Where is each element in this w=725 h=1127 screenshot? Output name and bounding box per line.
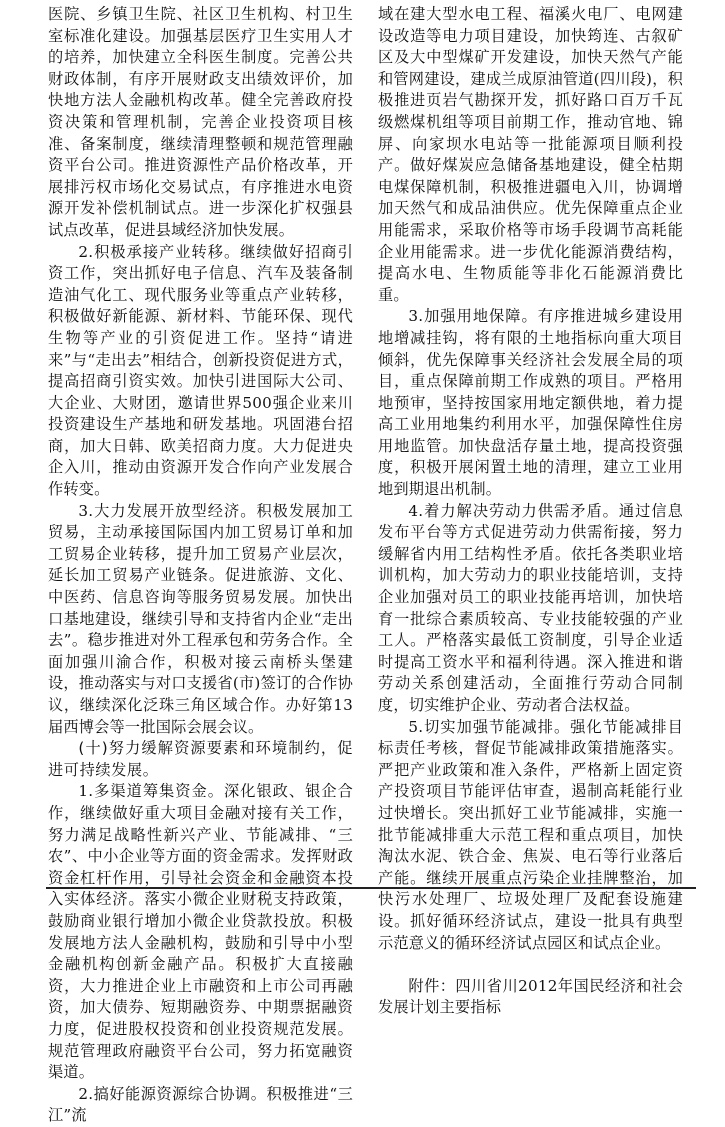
paragraph-item-3-land: 3.加强用地保障。有序推进城乡建设用地增减挂钩，将有限的土地指标向重大项目倾斜，优先保障事关经济社会发展全局的项目，重点保障前期工作成熟的项目。严格用地预审，坚持按国家用地定额供地，着力提高工业用地集约利用水平，加强保障性住房用地监管。加快盘活存量土地，提高投资强度，积极开展闲置土地的清理，建立工业用地到期退出机制。 [378,307,683,499]
paragraph-continuation: 域在建大型水电工程、福溪火电厂、电网建设改造等电力项目建设，加快筠连、古叙矿区及大中型煤矿开发建设，加快天然气产能和管网建设，建成兰成原油管道(四川段)，积极推进页岩气勘探开发，抓好路口百万千瓦级燃煤机组等项目前期工作，推动官地、锦屏、向家坝水电站等一批能源项目顺利投产。做好煤炭应急储备基地建设，健全枯期电煤保障机制，积极推进疆电入川，协调增加天然气和成品油供应。优先保障重点企业用能需求，采取价格等市场手段调节高耗能企业用能需求。进一步优化能源消费结构，提高水电、生物质能等非化石能源消费比重。 [378,5,683,304]
right-column [378,4,683,1019]
bottom-rule [46,887,696,889]
paragraph-item-4-labor: 4.着力解决劳动力供需矛盾。通过信息发布平台等方式促进劳动力供需衔接，努力缓解省内用工结构性矛盾。依托各类职业培训机构，加大劳动力的职业技能培训，支持企业加强对员工的职业技能再培训，加快培育一批综合素质较高、专业技能较强的产业工人。严格落实最低工资制度，引导企业适时提高工资水平和福利待遇。深入推进和谐劳动关系创建活动，全面推行劳动合同制度，切实维护企业、劳动者合法权益。 [378,501,683,714]
paragraph-item-5-energy-saving: 5.切实加强节能减排。强化节能减排目标责任考核，督促节能减排政策措施落实。严把产业政策和准入条件，严格新上固定资产投资项目节能评估审查，遏制高耗能行业过快增长。突出抓好工业节能减排，实施一批节能减排重大示范工程和重点项目，加快淘汰水泥、铁合金、焦炭、电石等行业落后产能。继续开展重点污染企业挂牌整治，加快污水处理厂、垃圾处理厂及配套设施建设。抓好循环经济试点，建设一批具有典型示范意义的循环经济试点园区和试点企业。 [378,717,683,952]
paragraph-continuation: 医院、乡镇卫生院、社区卫生机构、村卫生室标准化建设。加强基层医疗卫生实用人才的培养，加快建立全科医生制度。完善公共财政体制，有序开展财政支出绩效评价，加快地方法人金融机构改革。健全完善政府投资决策和管理机制，完善企业投资项目核准、备案制度，继续清理整顿和规范管理融资平台公司。推进资源性产品价格改革，开展排污权市场化交易试点，有序推进水电资源开发补偿机制试点。进一步深化扩权强县试点改革，促进县域经济加快发展。 [48,5,353,239]
section-heading-10: (十)努力缓解资源要素和环境制约，促进可持续发展。 [48,739,353,779]
paragraph-item-2-industry-transfer: 2.积极承接产业转移。继续做好招商引资工作，突出抓好电子信息、汽车及装备制造油气化工、现代服务业等重点产业转移，积极做好新能源、新材料、节能环保、现代生物等产业的引资促进工作。坚持“请进来”与“走出去”相结合，创新投资促进方式，提高招商引资实效。加快引进国际大公司、大企业、大财团，邀请世界500强企业来川投资建设生产基地和研发基地。巩固港台招商，加大日韩、欧美招商力度。大力促进央企入川，推动由资源开发合作向产业发展合作转变。 [48,242,353,499]
paragraph-item-3-open-economy: 3.大力发展开放型经济。积极发展加工贸易，主动承接国际国内加工贸易订单和加工贸易企业转移，提升加工贸易产业层次，延长加工贸易产业链条。促进旅游、文化、中医药、信息咨询等服务贸易发展。加快出口基地建设，继续引导和支持省内企业“走出去”。稳步推进对外工程承包和劳务合作。全面加强川渝合作，积极对接云南桥头堡建设，推动落实与对口支援省(市)签订的合作协议，继续深化泛珠三角区域合作。办好第13届西博会等一批国际会展会议。 [48,501,353,736]
left-column [48,4,353,1127]
paragraph-item-1-financing: 1.多渠道筹集资金。深化银政、银企合作，继续做好重大项目金融对接有关工作，努力满足战略性新兴产业、节能减排、“三农”、中小企业等方面的资金需求。发挥财政资金杠杆作用，引导社会资金和金融资本投入实体经济。落实小微企业财税支持政策，鼓励商业银行增加小微企业贷款投放。积极发展地方法人金融机构，鼓励和引导中小型金融机构创新金融产品。积极扩大直接融资，大力推进企业上市融资和上市公司再融资，加大债券、短期融资券、中期票据融资力度，促进股权投资和创业投资规范发展。规范管理政府融资平台公司，努力拓宽融资渠道。 [48,782,353,1082]
paragraph-item-2-energy: 2.搞好能源资源综合协调。积极推进“三江”流 [48,1084,353,1125]
attachment-note: 附件：四川省川2012年国民经济和社会发展计划主要指标 [378,976,683,1017]
